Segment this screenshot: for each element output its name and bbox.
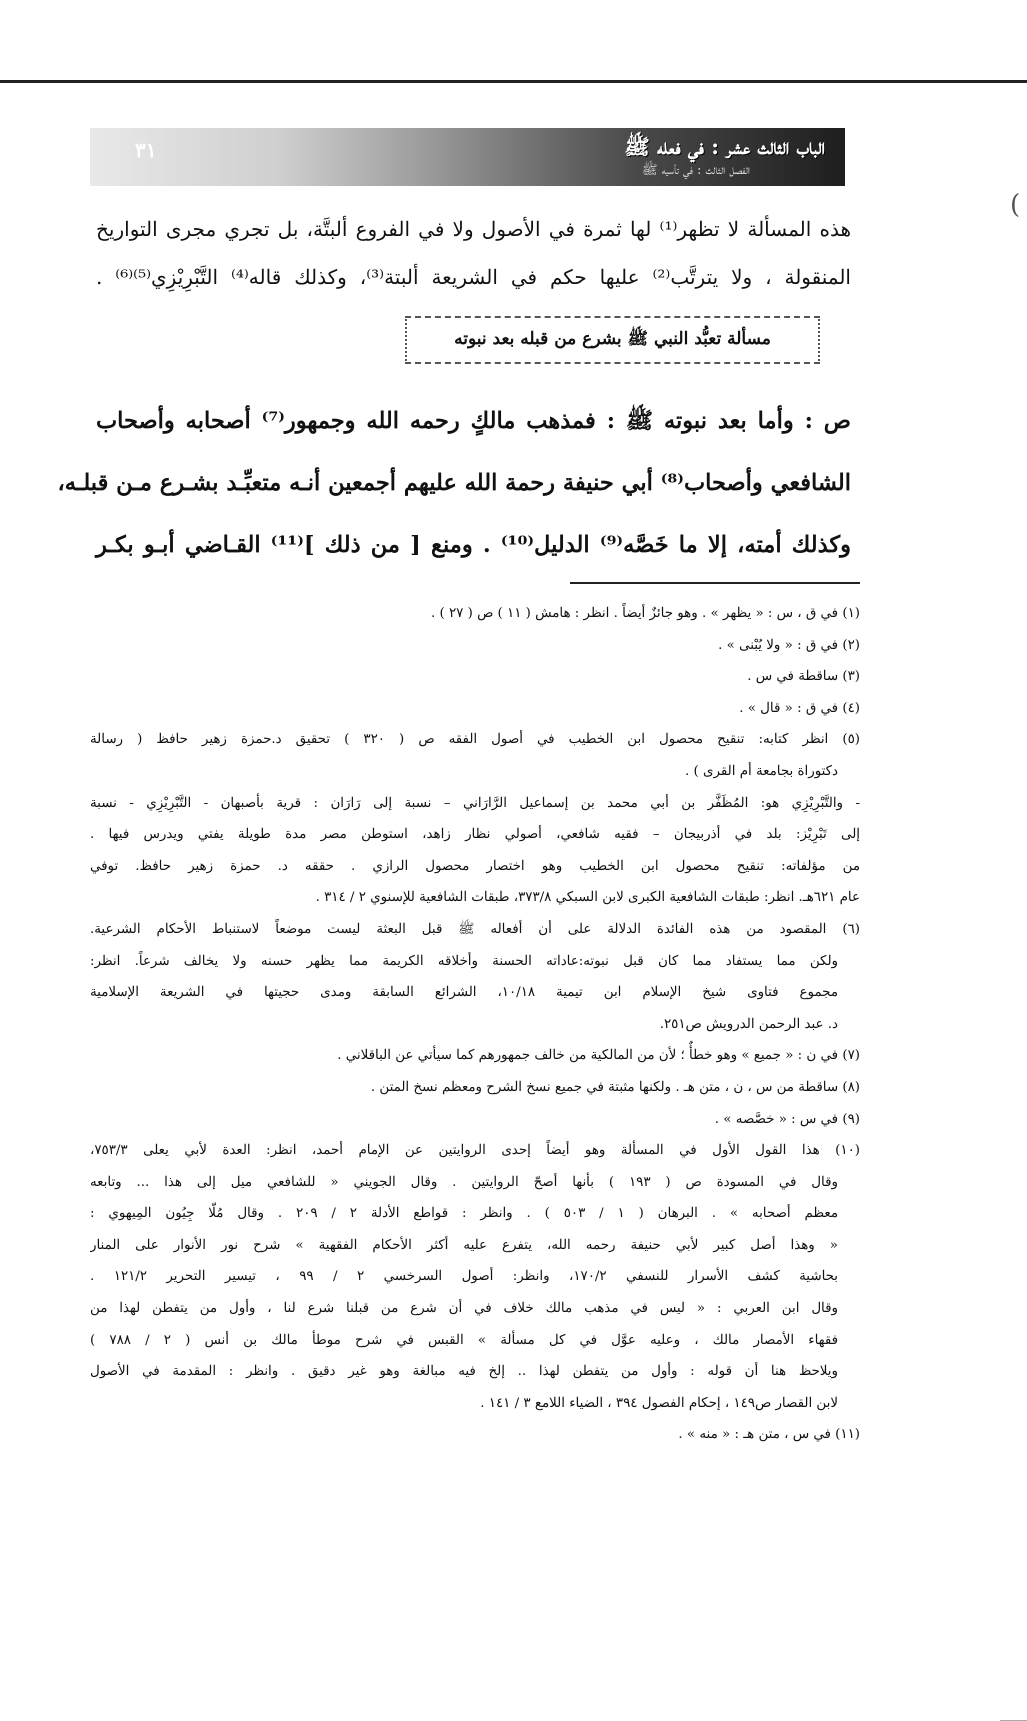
footnote-line: إلى تَبْرِيْز: بلد في أذربيجان – فقيه شافعي، أصولي نظار زاهد، استوطن مصر مدة طويلة يفتي ويدرس فيها . (90, 827, 860, 843)
footnote-line: (٧) في ن : « جميع » وهو خطأٌ ؛ لأن من المالكية من خالف جمهورهم كما سيأتي عن الباقلاني . (337, 1048, 860, 1064)
footnote-line: (٨) ساقطة من س ، ن ، متن هـ . ولكنها مثبتة في جميع نسخ الشرح ومعظم نسخ المتن . (370, 1079, 860, 1095)
footnote-line: لابن القصار ص١٤٩ ، إحكام الفصول ٣٩٤ ، الضياء اللامع ٣ / ١٤١ . (480, 1395, 838, 1411)
footnote-line: وقال ابن العربي : « ليس في مذهب مالك خلاف في أن شرع من قبلنا شرع لنا ، وأول من يتفطن لهذا من (90, 1301, 838, 1317)
top-rule (0, 80, 1027, 83)
text-line: ص : وأما بعد نبوته ﷺ : فمذهب مالكٍ رحمه الله وجمهور⁽⁷⁾ أصحابه وأصحاب (96, 408, 851, 434)
footnote-line: (٦) المقصود من هذه الفائدة الدلالة على أن أفعاله ﷺ قبل البعثة ليست موضعاً لاستنباط الأحكام الشرعية. (90, 921, 860, 937)
paragraph-matn (57, 390, 852, 576)
footnotes (90, 598, 860, 1451)
footnote-line: معظم أصحابه » . البرهان ( ١ / ٥٠٣ ) . وانظر : قواطع الأدلة ٢ / ٢٠٩ . وقال مُلّا جِيُون المِيهوي : (90, 1206, 838, 1222)
footnote-line: ويلاحظ هنا أن قوله : وأول من يتفطن لهذا .. إلخ فيه مبالغة وهو غير دقيق . وانظر : المقدمة في الأصول (90, 1364, 838, 1380)
footnote-line: عام ٦٢١هـ. انظر: طبقات الشافعية الكبرى لابن السبكي ٣٧٣/٨، طبقات الشافعية للإسنوي ٢ / ٣١٤ . (315, 890, 860, 906)
footnote-line: (٩) في س : « خصَّصه » . (714, 1111, 860, 1127)
running-header (90, 128, 845, 186)
footnote-line: بحاشية كشف الأسرار للنسفي ١٧٠/٢، وانظر: أصول السرخسي ٢ / ٩٩ ، تيسير التحرير ١٢١/٢ . (90, 1269, 839, 1285)
chapter-title: الباب الثالث عشر : في فعله ﷺ (624, 134, 825, 159)
section-title: الفصل الثالث : في تأسيه ﷺ (641, 163, 750, 178)
footnote-line: مجموع فتاوى شيخ الإسلام ابن تيمية ١٠/١٨، الشرائع السابقة ومدى حجيتها في الشريعة الإسلامية (90, 985, 838, 1001)
text-line: هذه المسألة لا تظهر⁽¹⁾ لها ثمرة في الأصول ولا في الفروع ألبتَّة، بل تجري مجرى التواريخ (96, 217, 852, 241)
footnote-line: - والتَّبْرِيْزِي هو: المُظَفَّر بن أبي محمد بن إسماعيل الرَّارَاني – نسبة إلى رَارَان : قرية بأصبهان - التَّبْرِيْزِي - نسبة (90, 795, 860, 811)
page-number: ٣١ (135, 138, 157, 162)
margin-mark: ( (1010, 190, 1021, 220)
footnote-line: (٢) في ق : « ولا يُبْنى » . (718, 637, 860, 653)
footnote-line: « وهذا أصل كبير لأبي حنيفة رحمه الله، يتفرع عليه أكثر الأحكام الفقهية » شرح نور الأنوار على المنار (90, 1237, 838, 1253)
issue-heading-box: مسألة تعبُّد النبي ﷺ بشرع من قبله بعد نبوته (405, 316, 820, 364)
footnote-line: (١) في ق ، س : « يظهر » . وهو جائزٌ أيضاً . انظر : هامش ( ١١ ) ص ( ٢٧ ) . (430, 606, 860, 621)
text-line: الشافعي وأصحاب⁽⁸⁾ أبي حنيفة رحمة الله عليهم أجمعين أنـه متعبِّـد بشـرع مـن قبلـه، (57, 470, 851, 496)
text-line: المنقولة ، ولا يترتَّب⁽²⁾ عليها حكم في الشريعة ألبتة⁽³⁾، وكذلك قاله⁽⁴⁾ التَّبْرِيْزِي⁽⁵⁾⁽⁶⁾ . (96, 265, 851, 289)
footnote-line: (٥) انظر كتابه: تنقيح محصول ابن الخطيب في أصول الفقه ص ( ٣٢٠ ) تحقيق د.حمزة زهير حافظ ( رسالة (90, 732, 860, 748)
footnote-line: من مؤلفاته: تنقيح محصول ابن الخطيب وهو اختصار محصول الرازي . حققه د. حمزة زهير حافظ. توفي (90, 858, 860, 874)
footnote-line: (١١) في س ، متن هـ : « منه » . (678, 1427, 860, 1443)
footnote-line: د. عبد الرحمن الدرويش ص٢٥١. (659, 1016, 838, 1032)
footnote-line: دكتوراة بجامعة أم القرى ) . (685, 763, 838, 779)
footnote-separator (570, 582, 860, 584)
paragraph-intro (96, 205, 851, 301)
footnote-line: ولكن مما يستفاد مما كان قبل نبوته:عاداته الحسنة وأخلاقه الكريمة مما يظهر حسنه ولا يخالف شرعاً. انظر: (90, 953, 838, 969)
footnote-line: (٤) في ق : « قال » . (739, 700, 860, 716)
footnote-line: وقال في المسودة ص ( ١٩٣ ) بأنها أصحّ الروايتين . وقال الجويني « للشافعي ميل إلى هذا ... وتابعه (90, 1174, 838, 1190)
footnote-line: (١٠) هذا القول الأول في المسألة وهو أيضاً إحدى الروايتين عن الإمام أحمد، انظر: العدة لأبي يعلى ٧٥٣/٣، (90, 1143, 860, 1159)
text-line: وكذلك أمته، إلا ما خَصَّه⁽⁹⁾ الدليل⁽¹⁰⁾ . ومنع [ من ذلك ]⁽¹¹⁾ القـاضي أبـو بكـر (96, 532, 852, 558)
footnote-line: (٣) ساقطة في س . (747, 669, 860, 685)
footnote-line: فقهاء الأمصار مالك ، وعليه عوَّل في كل مسألة » القبس في شرح موطأ مالك بن أنس ( ٢ / ٧٨٨ ) (90, 1332, 838, 1348)
